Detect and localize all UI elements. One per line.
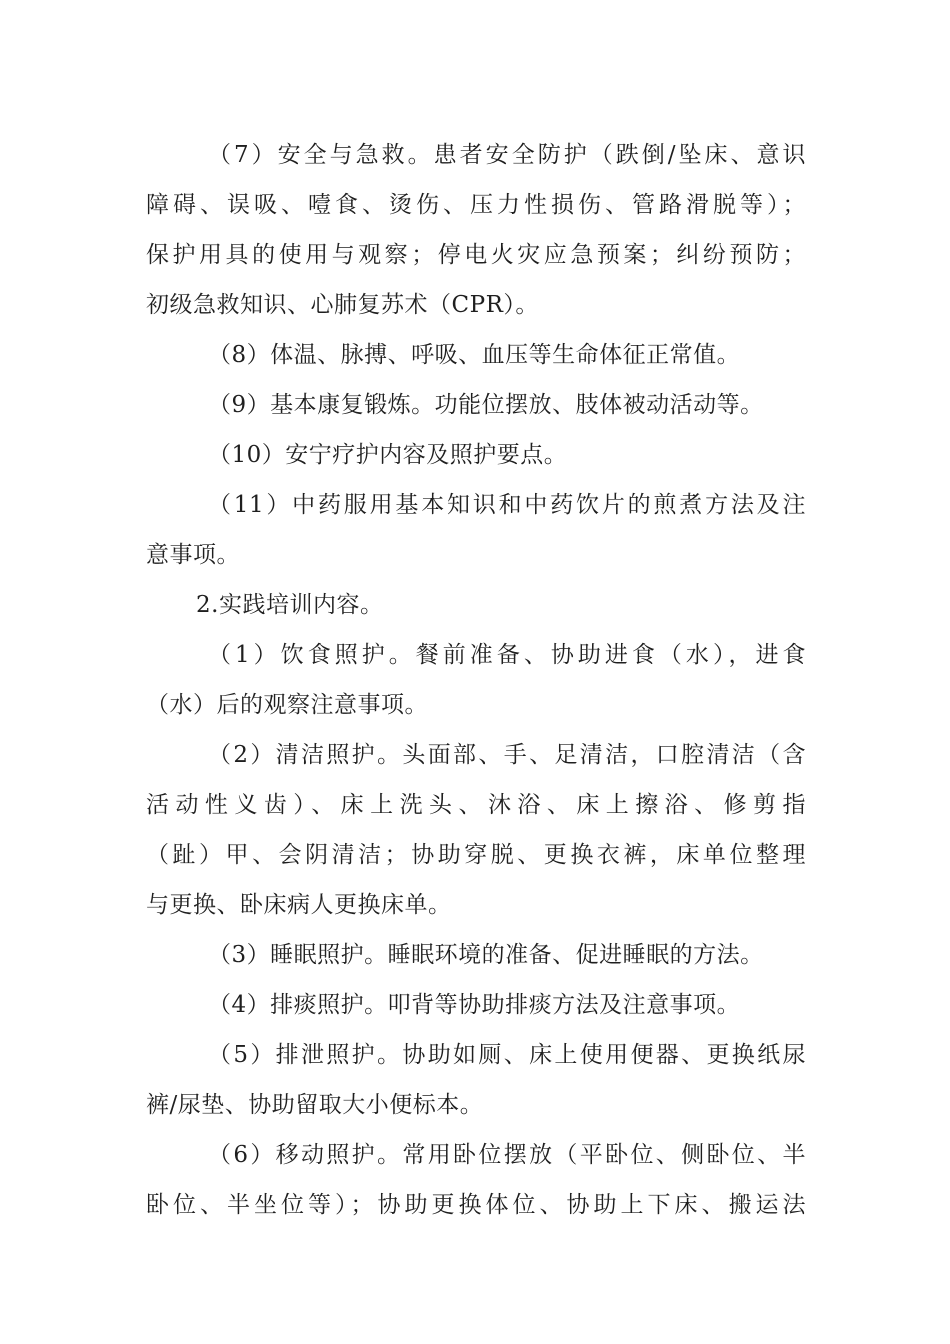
text-line: 活动性义齿）、床上洗头、沐浴、床上擦浴、修剪指	[146, 792, 806, 818]
text-line: 初级急救知识、心肺复苏术（CPR）。	[146, 292, 539, 318]
text-line: （10）安宁疗护内容及照护要点。	[208, 442, 568, 468]
text-line: （1）饮食照护。餐前准备、协助进食（水），进食	[208, 642, 806, 668]
text-line: （趾）甲、会阴清洁；协助穿脱、更换衣裤，床单位整理	[146, 842, 806, 868]
text-line: （6）移动照护。常用卧位摆放（平卧位、侧卧位、半	[208, 1142, 806, 1168]
text-line: （11）中药服用基本知识和中药饮片的煎煮方法及注	[208, 492, 806, 518]
text-line: （5）排泄照护。协助如厕、床上使用便器、更换纸尿	[208, 1042, 806, 1068]
text-line: （3）睡眠照护。睡眠环境的准备、促进睡眠的方法。	[208, 942, 764, 968]
text-line: （9）基本康复锻炼。功能位摆放、肢体被动活动等。	[208, 392, 764, 418]
text-line: 保护用具的使用与观察；停电火灾应急预案；纠纷预防；	[146, 242, 806, 268]
section-heading: 2.实践培训内容。	[196, 592, 384, 618]
document-body	[146, 130, 806, 1230]
text-line: （2）清洁照护。头面部、手、足清洁，口腔清洁（含	[208, 742, 806, 768]
text-line: 与更换、卧床病人更换床单。	[146, 892, 452, 918]
text-line: （水）后的观察注意事项。	[146, 692, 428, 718]
text-line: （4）排痰照护。叩背等协助排痰方法及注意事项。	[208, 992, 741, 1018]
text-line: （8）体温、脉搏、呼吸、血压等生命体征正常值。	[208, 342, 741, 368]
text-line: 裤/尿垫、协助留取大小便标本。	[146, 1092, 484, 1118]
text-line: （7）安全与急救。患者安全防护（跌倒/坠床、意识	[208, 142, 806, 168]
text-line: 障碍、误吸、噎食、烫伤、压力性损伤、管路滑脱等）；	[146, 192, 806, 218]
text-line: 意事项。	[146, 542, 240, 568]
text-line: 卧位、半坐位等）；协助更换体位、协助上下床、搬运法	[146, 1192, 806, 1218]
